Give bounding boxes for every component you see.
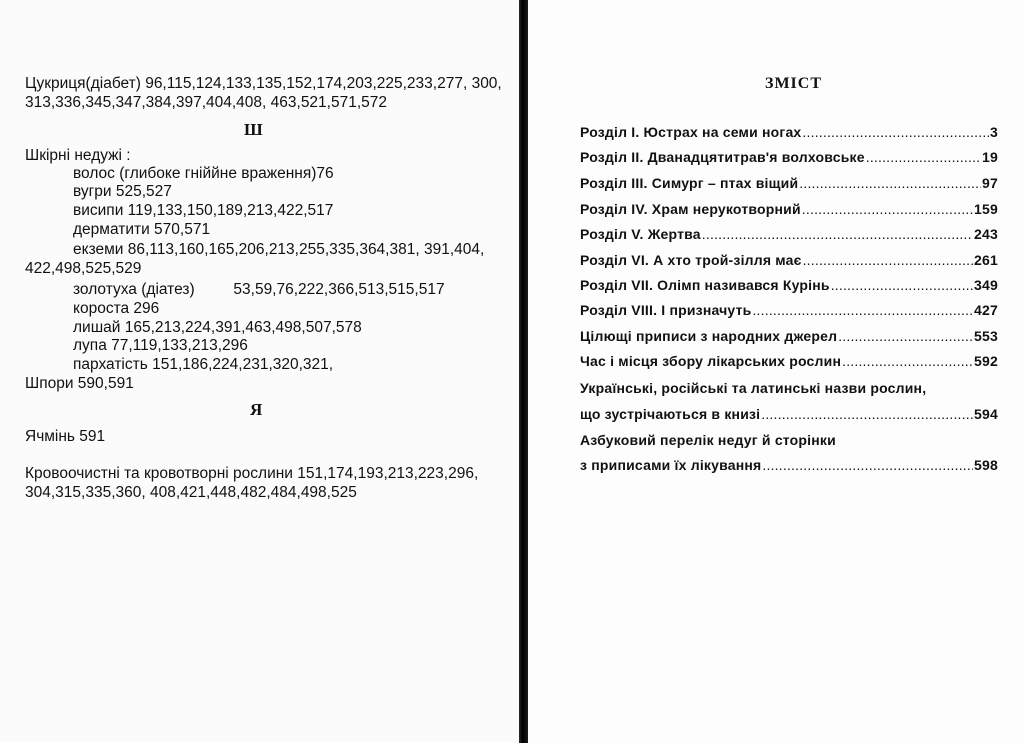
toc-entry-label: Розділ І. Юстрах на семи ногах	[580, 124, 802, 140]
entry-barley: Ячмінь 591	[25, 428, 106, 445]
toc-leader-dots	[842, 351, 973, 371]
toc-entry-label: Розділ VІ. А хто трой-зілля має	[580, 252, 802, 268]
toc-entry-label: Час і місця збору лікарських рослин	[580, 353, 842, 369]
toc-entry[interactable]	[580, 122, 998, 142]
toc-entry-label: з приписами їх лікування	[580, 457, 762, 473]
skin-item: вугри 525,527	[73, 183, 172, 200]
skin-item: короста 296	[73, 300, 160, 317]
toc-entry-page: 594	[974, 406, 998, 422]
skin-item: екземи 86,113,160,165,206,213,255,335,364,381, 391,404,	[73, 241, 485, 258]
toc-leader-dots	[799, 173, 981, 193]
toc-entry-page: 261	[974, 252, 998, 268]
toc-leader-dots	[702, 224, 973, 244]
section-letter-sh: Ш	[244, 120, 263, 139]
entry-spurs: Шпори 590,591	[25, 375, 134, 392]
toc-leader-dots	[761, 404, 973, 424]
toc-leader-dots	[802, 199, 973, 219]
entry-diabetes-line1: Цукриця(діабет) 96,115,124,133,135,152,174,203,225,233,277, 300,	[25, 75, 502, 92]
toc-entry-label: Розділ ІІІ. Симург – птах віщий	[580, 175, 799, 191]
toc-entry[interactable]	[580, 300, 998, 320]
toc-entry-label: Розділ ІV. Храм нерукотворний	[580, 201, 801, 217]
section-letter-ya: Я	[250, 400, 263, 419]
toc-entry[interactable]	[580, 351, 998, 371]
toc-entry[interactable]	[580, 326, 998, 346]
toc-leader-dots	[762, 455, 973, 475]
right-page	[528, 0, 1024, 743]
toc-entry-label: Цілющі приписи з народних джерел	[580, 328, 838, 344]
toc-leader-dots	[803, 250, 973, 270]
toc-entry-page: 19	[982, 149, 998, 165]
toc-entry-label: Розділ VІІ. Олімп називався Курінь	[580, 277, 830, 293]
toc-entry-page: 243	[974, 226, 998, 242]
toc-entry-page: 159	[974, 201, 998, 217]
toc-entry[interactable]	[580, 224, 998, 244]
toc-entry[interactable]	[580, 455, 998, 475]
skin-item: золотуха (діатез) 53,59,76,222,366,513,515,517	[73, 281, 445, 298]
toc-leader-dots	[802, 122, 989, 142]
toc-entry-line1[interactable]: Українські, російські та латинські назви рослин,	[580, 380, 927, 396]
skin-item: 422,498,525,529	[25, 260, 142, 277]
skin-item: пархатість 151,186,224,231,320,321,	[73, 356, 334, 373]
toc-entry[interactable]	[580, 275, 998, 295]
toc-entry-page: 427	[974, 302, 998, 318]
contents-title: ЗМІСТ	[765, 75, 822, 92]
toc-entry[interactable]	[580, 147, 998, 167]
toc-entry-line1[interactable]: Азбуковий перелік недуг й сторінки	[580, 432, 836, 448]
toc-entry-page: 349	[974, 277, 998, 293]
toc-entry-label: Розділ VІІІ. І призначуть	[580, 302, 752, 318]
toc-entry-page: 598	[974, 457, 998, 473]
book-spine	[519, 0, 528, 743]
toc-entry-label: Розділ V. Жертва	[580, 226, 701, 242]
toc-entry-page: 3	[990, 124, 998, 140]
toc-entry-label: Розділ ІІ. Дванадцятитрав'я волховське	[580, 149, 865, 165]
skin-diseases-heading: Шкірні недужі :	[25, 147, 131, 164]
skin-item: дерматити 570,571	[73, 221, 211, 238]
toc-entry[interactable]	[580, 199, 998, 219]
skin-item: висипи 119,133,150,189,213,422,517	[73, 202, 334, 219]
toc-entry[interactable]	[580, 173, 998, 193]
toc-entry[interactable]	[580, 250, 998, 270]
entry-blood-line1: Кровоочистні та кровотворні рослини 151,174,193,213,223,296,	[25, 465, 479, 482]
toc-leader-dots	[831, 275, 973, 295]
toc-entry-page: 553	[974, 328, 998, 344]
toc-leader-dots	[866, 147, 981, 167]
toc-entry-page: 592	[974, 353, 998, 369]
skin-item: лупа 77,119,133,213,296	[73, 337, 248, 354]
skin-item: волос (глибоке гніййне враження)76	[73, 165, 334, 182]
toc-entry[interactable]	[580, 404, 998, 424]
toc-entry-label: що зустрічаються в книзі	[580, 406, 761, 422]
toc-leader-dots	[752, 300, 973, 320]
skin-item: лишай 165,213,224,391,463,498,507,578	[73, 319, 362, 336]
toc-leader-dots	[838, 326, 973, 346]
entry-blood-line2: 304,315,335,360, 408,421,448,482,484,498,525	[25, 484, 357, 501]
toc-entry-page: 97	[982, 175, 998, 191]
entry-diabetes-line2: 313,336,345,347,384,397,404,408, 463,521,571,572	[25, 94, 388, 111]
